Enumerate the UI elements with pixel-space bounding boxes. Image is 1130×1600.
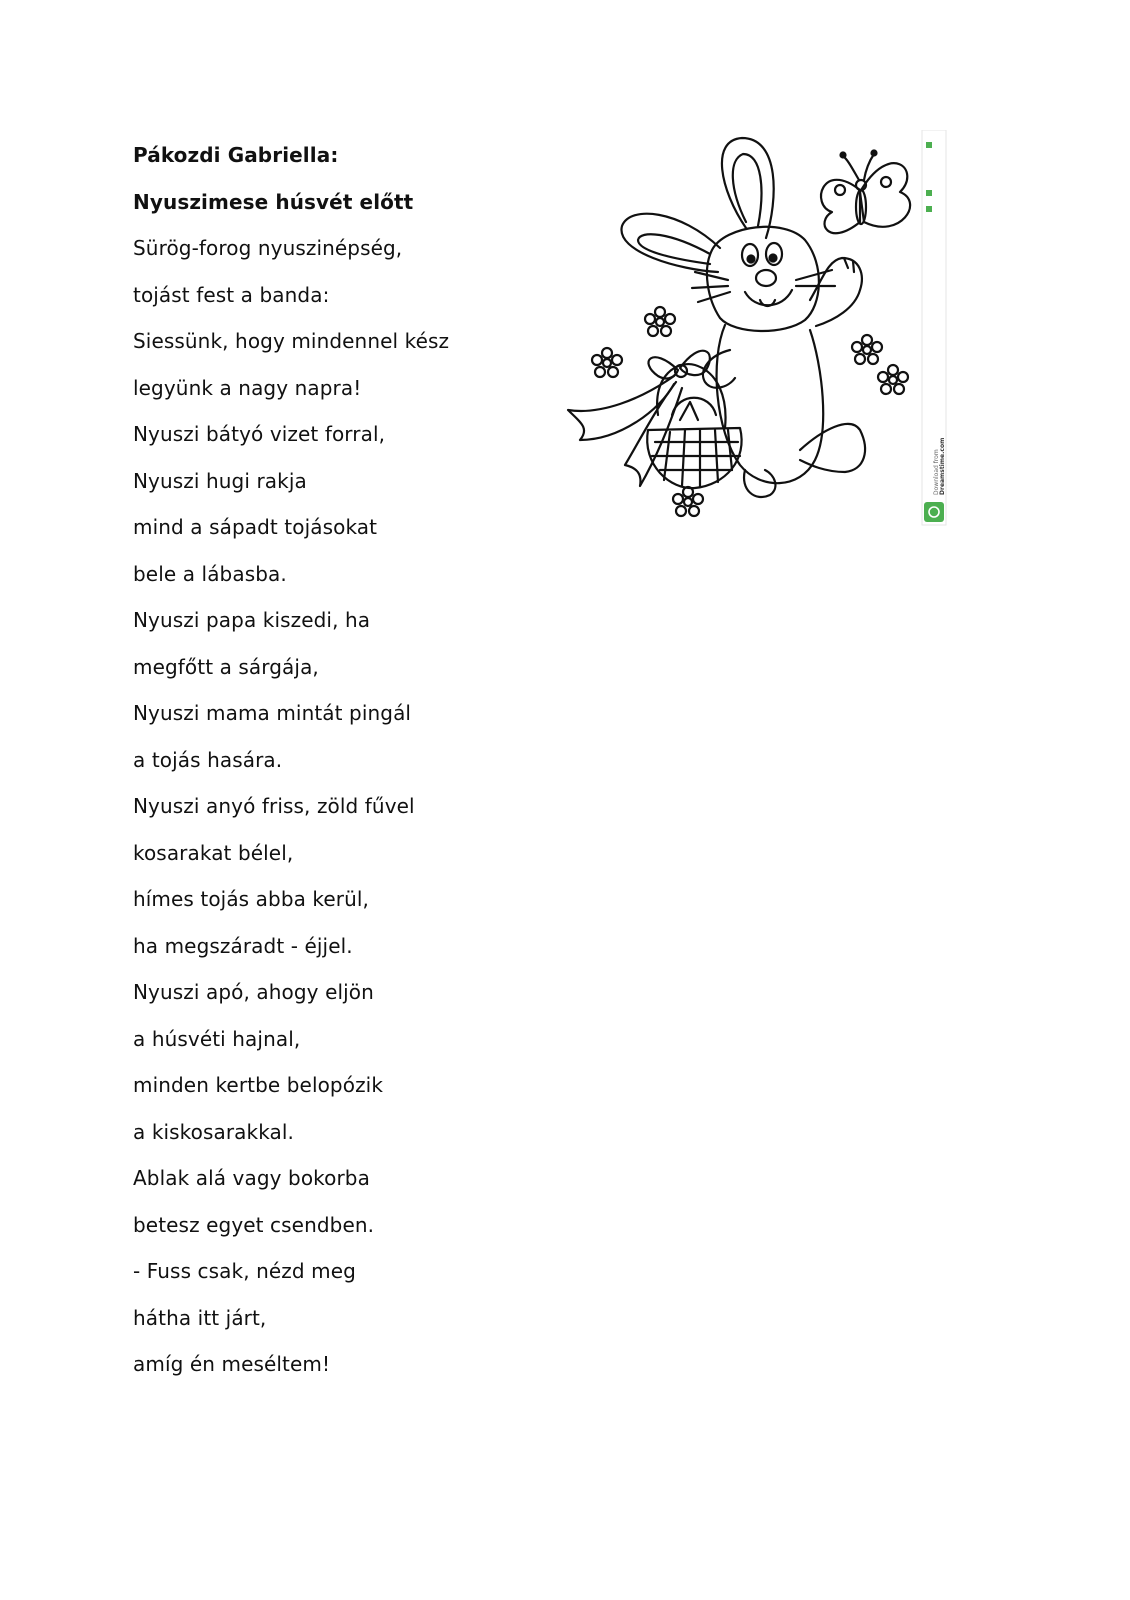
poem-line: a kiskosarakkal. [133,1119,295,1144]
poem-line: Nyuszi anyó friss, zöld fűvel [133,794,415,818]
stock-watermark [922,130,946,525]
author-line: Pákozdi Gabriella: [133,143,339,167]
poem-line: a húsvéti hajnal, [133,1026,301,1051]
poem-line: amíg én meséltem! [133,1352,331,1376]
flower-icon [673,487,703,516]
poem-line: Nyuszi mama mintát pingál [133,701,412,725]
poem-line: betesz egyet csendben. [133,1212,375,1237]
flower-icon [878,365,908,394]
poem-line: minden kertbe belopózik [133,1073,384,1097]
dreamstime-logo-icon [924,502,944,522]
poem-line: tojást fest a banda: [133,282,330,307]
poem-line: ha megszáradt - éjjel. [133,933,353,958]
poem-line: Ablak alá vagy bokorba [133,1166,370,1190]
poem-line: bele a lábasba. [133,561,287,586]
poem [133,132,553,1388]
poem-line: Nyuszi bátyó vizet forral, [133,422,386,446]
poem-line: mind a sápadt tojásokat [133,515,378,539]
poem-line: - Fuss csak, nézd meg [133,1259,356,1283]
poem-line: Sürög-forog nyuszinépség, [133,236,403,260]
poem-line: Nyuszi papa kiszedi, ha [133,608,371,632]
poem-line: hímes tojás abba kerül, [133,887,370,911]
poem-line: hátha itt járt, [133,1305,267,1330]
butterfly-icon [821,151,910,234]
easter-bunny-illustration [560,130,968,540]
poem-line: a tojás hasára. [133,747,283,772]
poem-line: megfőtt a sárgája, [133,654,319,679]
flower-icon [592,348,622,377]
poem-title: Nyuszimese húsvét előtt [133,189,414,214]
poem-line: Nyuszi hugi rakja [133,468,307,493]
flower-icon [645,307,675,336]
poem-line: Siessünk, hogy mindennel kész [133,329,450,353]
flower-icon [852,335,882,364]
poem-line: legyünk a nagy napra! [133,375,362,400]
poem-line: Nyuszi apó, ahogy eljön [133,980,374,1004]
poem-line: kosarakat bélel, [133,840,294,865]
stock-text-1: Download from [933,449,940,495]
stock-text-2: Dreamstime.com [939,437,946,495]
